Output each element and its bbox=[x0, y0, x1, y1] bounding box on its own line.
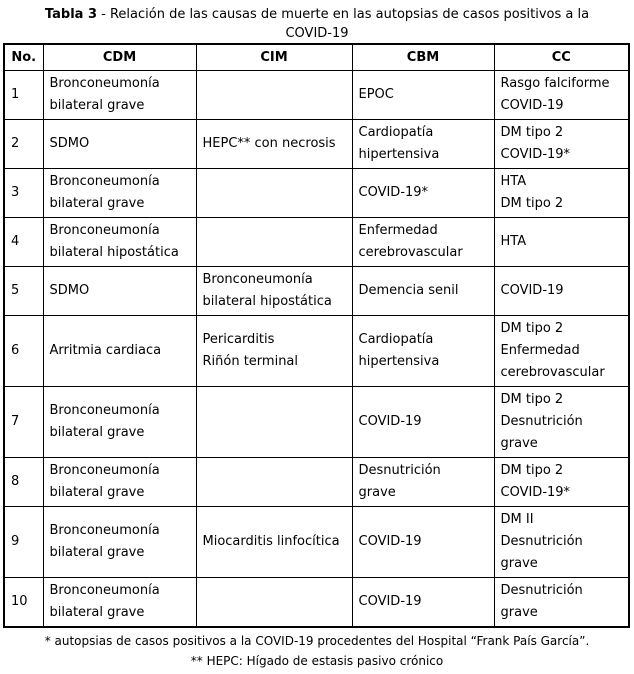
cell-cdm bbox=[43, 578, 196, 628]
cell-line: Enfermedad bbox=[500, 343, 580, 358]
causes-of-death-table bbox=[3, 43, 630, 628]
header-row bbox=[4, 44, 629, 71]
cell-cc bbox=[494, 316, 629, 387]
cell-no: 3 bbox=[4, 169, 43, 218]
cell-line: bilateral grave bbox=[49, 545, 145, 560]
cell-line: Bronconeumonía bbox=[49, 523, 160, 538]
cell-cdm bbox=[43, 507, 196, 578]
cell-line: COVID-19* bbox=[358, 185, 429, 200]
cell-line: Arritmia cardiaca bbox=[49, 343, 162, 358]
cell-cim bbox=[196, 169, 352, 218]
cell-line: COVID-19 bbox=[500, 98, 564, 113]
cell-line: hipertensiva bbox=[358, 354, 440, 369]
cell-cim bbox=[196, 387, 352, 458]
cell-no: 7 bbox=[4, 387, 43, 458]
cell-line: Demencia senil bbox=[358, 283, 459, 298]
table-title-label: Tabla 3 bbox=[44, 7, 97, 22]
cell-cbm bbox=[352, 218, 494, 267]
table-title-line2: COVID-19 bbox=[285, 26, 349, 41]
cell-line: bilateral grave bbox=[49, 98, 145, 113]
cell-cim bbox=[196, 458, 352, 507]
cell-line: EPOC bbox=[358, 87, 394, 102]
cell-line: HTA bbox=[500, 234, 527, 249]
cell-line: DM tipo 2 bbox=[500, 463, 564, 478]
cell-line: hipertensiva bbox=[358, 147, 440, 162]
cell-line: HEPC** con necrosis bbox=[202, 136, 336, 151]
cell-line: COVID-19* bbox=[500, 485, 571, 500]
table-row bbox=[4, 578, 629, 628]
cell-line: DM tipo 2 bbox=[500, 196, 564, 211]
cell-line: bilateral grave bbox=[49, 605, 145, 620]
cell-no: 9 bbox=[4, 507, 43, 578]
cell-line: Cardiopatía bbox=[358, 125, 434, 140]
cell-cim bbox=[196, 507, 352, 578]
cell-line: Bronconeumonía bbox=[49, 583, 160, 598]
header-cbm: CBM bbox=[352, 44, 494, 71]
table-row bbox=[4, 71, 629, 120]
cell-cim bbox=[196, 120, 352, 169]
cell-cbm bbox=[352, 458, 494, 507]
table-row bbox=[4, 218, 629, 267]
cell-cdm bbox=[43, 458, 196, 507]
cell-cc bbox=[494, 387, 629, 458]
cell-line: Desnutrición bbox=[500, 414, 583, 429]
cell-line: DM II bbox=[500, 512, 534, 527]
table-title bbox=[0, 0, 634, 43]
cell-line: SDMO bbox=[49, 283, 90, 298]
cell-line: COVID-19 bbox=[500, 283, 564, 298]
cell-line: Bronconeumonía bbox=[202, 272, 313, 287]
cell-cc bbox=[494, 578, 629, 628]
cell-cdm bbox=[43, 218, 196, 267]
cell-no: 6 bbox=[4, 316, 43, 387]
cell-line: Bronconeumonía bbox=[49, 223, 160, 238]
table-row bbox=[4, 316, 629, 387]
cell-line: Cardiopatía bbox=[358, 332, 434, 347]
cell-cim bbox=[196, 316, 352, 387]
header-cim: CIM bbox=[196, 44, 352, 71]
cell-cim bbox=[196, 71, 352, 120]
cell-cbm bbox=[352, 578, 494, 628]
cell-line: grave bbox=[500, 436, 538, 451]
cell-cim bbox=[196, 578, 352, 628]
cell-line: bilateral grave bbox=[49, 425, 145, 440]
table-body bbox=[4, 71, 629, 628]
cell-line: DM tipo 2 bbox=[500, 392, 564, 407]
table-row bbox=[4, 458, 629, 507]
cell-no: 10 bbox=[4, 578, 43, 628]
cell-no: 2 bbox=[4, 120, 43, 169]
cell-line: Bronconeumonía bbox=[49, 174, 160, 189]
cell-no: 8 bbox=[4, 458, 43, 507]
cell-cdm bbox=[43, 169, 196, 218]
cell-line: Bronconeumonía bbox=[49, 76, 160, 91]
cell-line: grave bbox=[500, 605, 538, 620]
cell-line: Bronconeumonía bbox=[49, 403, 160, 418]
cell-cbm bbox=[352, 71, 494, 120]
cell-cc bbox=[494, 458, 629, 507]
cell-line: COVID-19 bbox=[358, 594, 422, 609]
cell-no: 1 bbox=[4, 71, 43, 120]
cell-cc bbox=[494, 507, 629, 578]
header-no: No. bbox=[4, 44, 43, 71]
table-row bbox=[4, 120, 629, 169]
table-title-line1 bbox=[0, 5, 634, 24]
cell-line: bilateral hipostática bbox=[202, 294, 332, 309]
cell-line: HTA bbox=[500, 174, 527, 189]
cell-line: Rasgo falciforme bbox=[500, 76, 610, 91]
header-cc: CC bbox=[494, 44, 629, 71]
cell-cbm bbox=[352, 387, 494, 458]
footnote-hepc: ** HEPC: Hígado de estasis pasivo crónico bbox=[190, 654, 444, 668]
cell-cdm bbox=[43, 267, 196, 316]
cell-cc bbox=[494, 169, 629, 218]
cell-line: Bronconeumonía bbox=[49, 463, 160, 478]
cell-cim bbox=[196, 267, 352, 316]
cell-line: SDMO bbox=[49, 136, 90, 151]
footnotes bbox=[0, 631, 634, 671]
table-header bbox=[4, 44, 629, 71]
cell-line: Desnutrición bbox=[500, 534, 583, 549]
table-row bbox=[4, 387, 629, 458]
cell-line: grave bbox=[500, 556, 538, 571]
cell-line: COVID-19 bbox=[358, 414, 422, 429]
cell-line: DM tipo 2 bbox=[500, 125, 564, 140]
table-title-text: - Relación de las causas de muerte en las autopsias de casos positivos a la bbox=[97, 7, 590, 22]
cell-cc bbox=[494, 267, 629, 316]
cell-cc bbox=[494, 218, 629, 267]
cell-line: COVID-19 bbox=[358, 534, 422, 549]
footnote-hospital: * autopsias de casos positivos a la COVID-19 procedentes del Hospital “Frank País García”. bbox=[44, 634, 590, 648]
cell-cdm bbox=[43, 120, 196, 169]
cell-cdm bbox=[43, 71, 196, 120]
cell-cdm bbox=[43, 316, 196, 387]
cell-line: Desnutrición bbox=[500, 583, 583, 598]
cell-cbm bbox=[352, 267, 494, 316]
cell-line: cerebrovascular bbox=[358, 245, 463, 260]
cell-line: cerebrovascular bbox=[500, 365, 605, 380]
cell-line: DM tipo 2 bbox=[500, 321, 564, 336]
table-row bbox=[4, 267, 629, 316]
cell-line: Riñón terminal bbox=[202, 354, 299, 369]
cell-cbm bbox=[352, 120, 494, 169]
cell-cdm bbox=[43, 387, 196, 458]
cell-line: grave bbox=[358, 485, 396, 500]
header-cdm: CDM bbox=[43, 44, 196, 71]
cell-no: 4 bbox=[4, 218, 43, 267]
cell-line: bilateral hipostática bbox=[49, 245, 179, 260]
cell-cim bbox=[196, 218, 352, 267]
cell-cbm bbox=[352, 507, 494, 578]
table-row bbox=[4, 507, 629, 578]
cell-cc bbox=[494, 71, 629, 120]
cell-cc bbox=[494, 120, 629, 169]
cell-line: Miocarditis linfocítica bbox=[202, 534, 340, 549]
cell-cbm bbox=[352, 169, 494, 218]
cell-cbm bbox=[352, 316, 494, 387]
table-row bbox=[4, 169, 629, 218]
cell-line: Pericarditis bbox=[202, 332, 275, 347]
cell-line: bilateral grave bbox=[49, 485, 145, 500]
cell-line: bilateral grave bbox=[49, 196, 145, 211]
cell-line: Enfermedad bbox=[358, 223, 438, 238]
cell-no: 5 bbox=[4, 267, 43, 316]
cell-line: Desnutrición bbox=[358, 463, 441, 478]
cell-line: COVID-19* bbox=[500, 147, 571, 162]
